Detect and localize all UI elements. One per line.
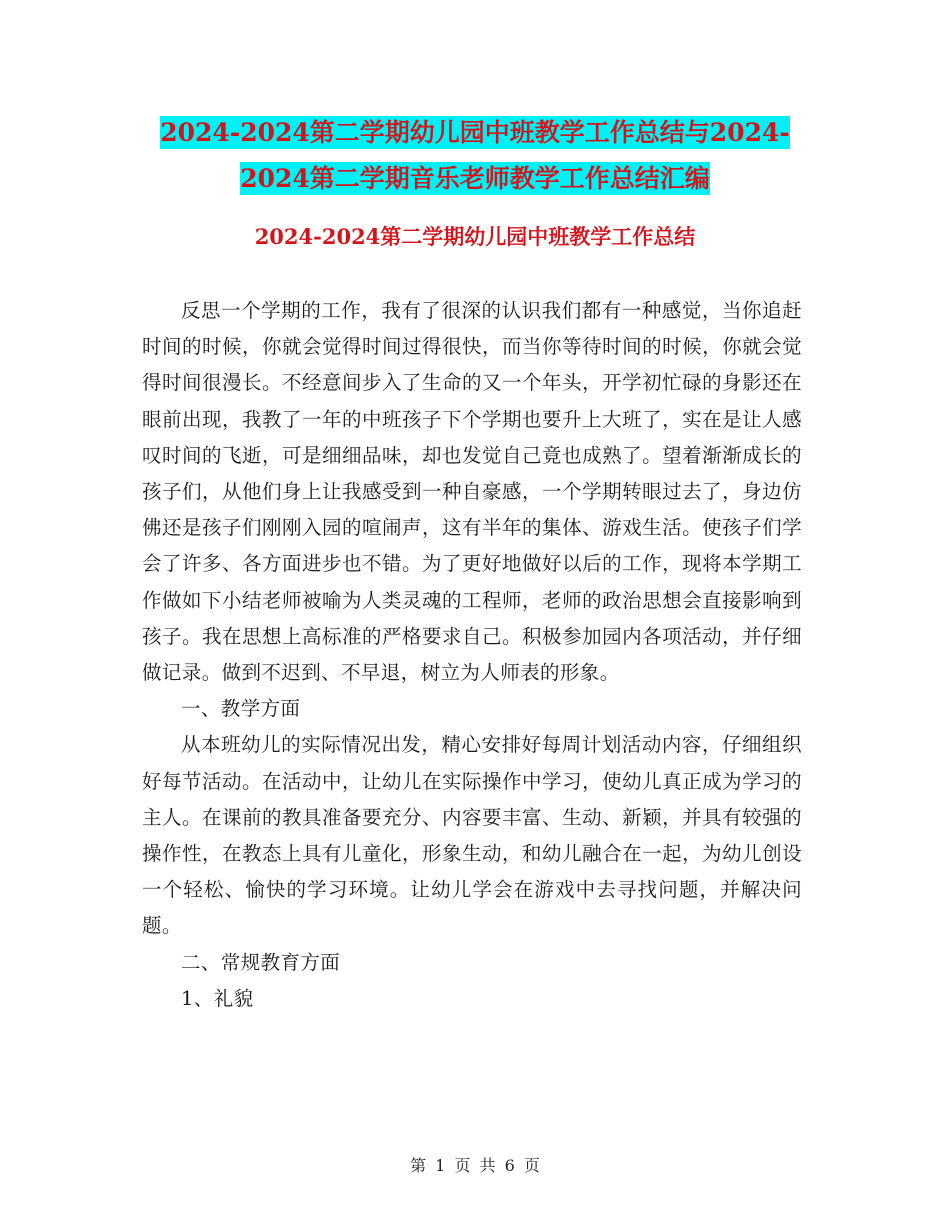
- document-title-line-2: 2024第二学期音乐老师教学工作总结汇编: [240, 164, 710, 193]
- page-footer: 第 1 页 共 6 页: [410, 1156, 540, 1175]
- document-title-line-1: 2024-2024第二学期幼儿园中班教学工作总结与2024-: [160, 118, 790, 147]
- paragraph-teaching: 从本班幼儿的实际情况出发，精心安排好每周计划活动内容，仔细组织好每节活动。在活动中，让幼儿在实际操作中学习，使幼儿真正成为学习的主人。在课前的教具准备要充分、内容要丰富、生动、新颖，并具有较强的操作性，在教态上具有儿童化，形象生动，和幼儿融合在一起，为幼儿创设一个轻松、愉快的学习环境。让幼儿学会在游戏中去寻找问题，并解决问题。: [142, 733, 802, 938]
- heading-courtesy: 1、礼貌: [181, 986, 254, 1010]
- document-title: [140, 110, 810, 202]
- heading-teaching: 一、教学方面: [181, 697, 301, 721]
- section-title: 2024-2024第二学期幼儿园中班教学工作总结: [254, 224, 696, 249]
- paragraph-intro: 反思一个学期的工作，我有了很深的认识我们都有一种感觉，当你追赶时间的时候，你就会觉得时间过得很快，而当你等待时间的时候，你就会觉得时间很漫长。不经意间步入了生命的又一个年头，开学初忙碌的身影还在眼前出现，我教了一年的中班孩子下个学期也要升上大班了，实在是让人感叹时间的飞逝，可是细细品味，却也发觉自己竟也成熟了。望着渐渐成长的孩子们，从他们身上让我感受到一种自豪感，一个学期转眼过去了，身边仿佛还是孩子们刚刚入园的喧闹声，这有半年的集体、游戏生活。使孩子们学会了许多、各方面进步也不错。为了更好地做好以后的工作，现将本学期工作做如下小结老师被喻为人类灵魂的工程师，老师的政治思想会直接影响到孩子。我在思想上高标准的严格要求自己。积极参加园内各项活动，并仔细做记录。做到不迟到、不早退，树立为人师表的形象。: [142, 299, 802, 685]
- heading-routine-education: 二、常规教育方面: [181, 950, 341, 974]
- document-body: [142, 293, 802, 1017]
